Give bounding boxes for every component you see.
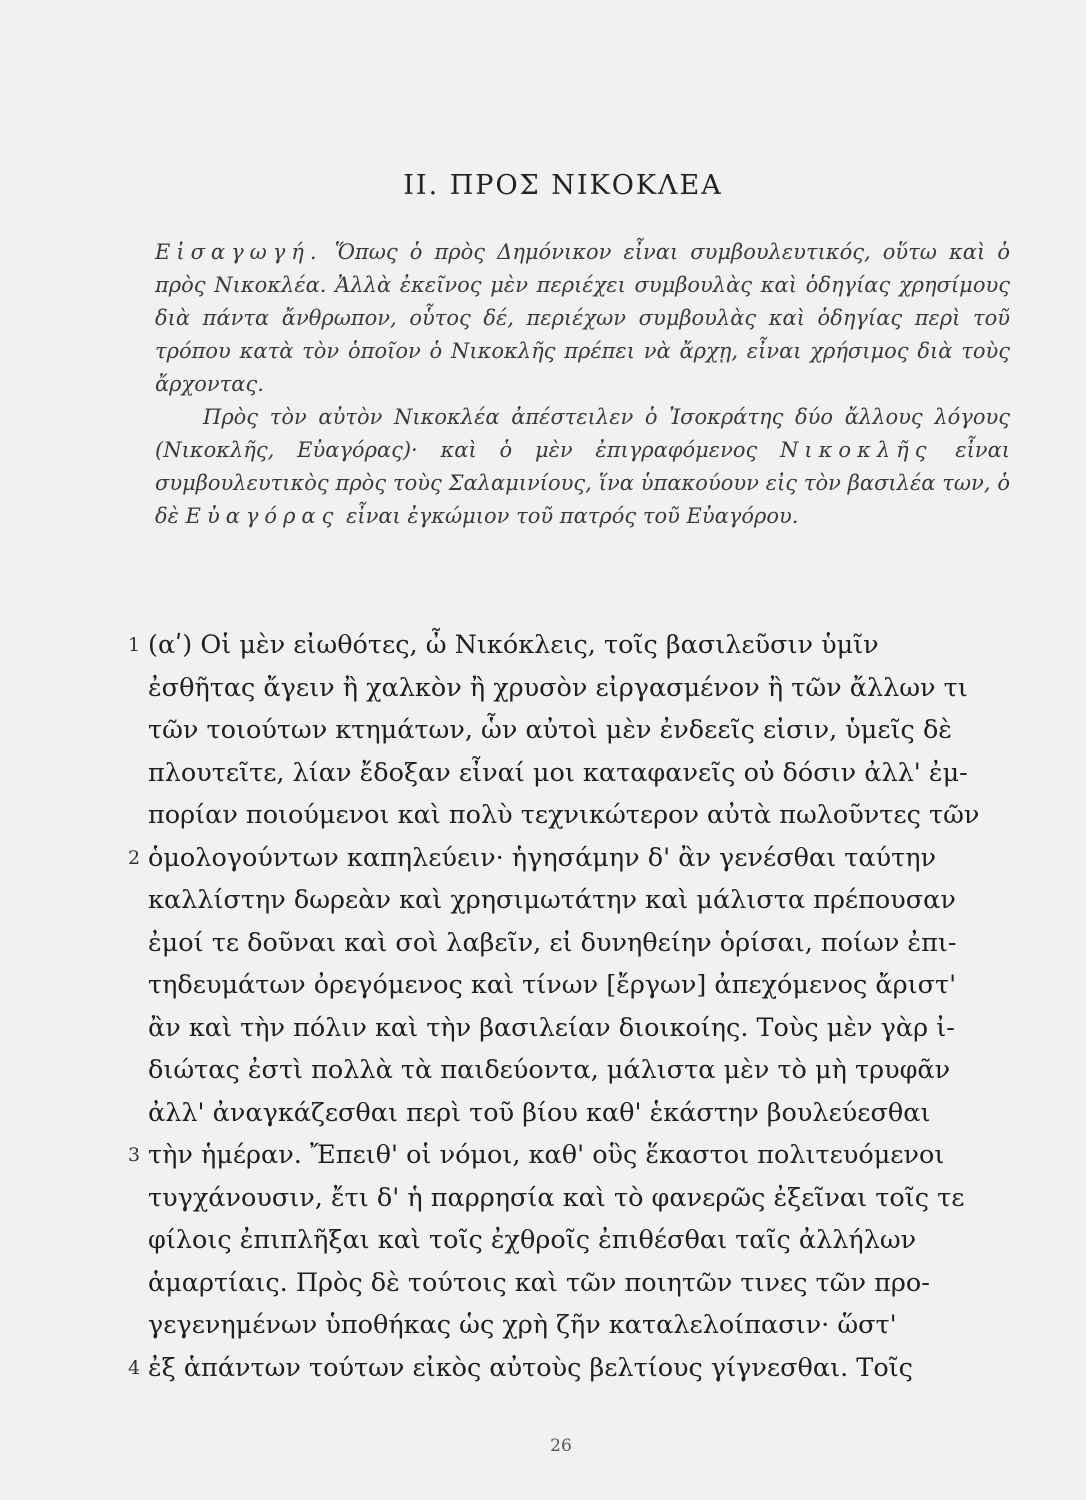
intro-text-2c: εἶναι ἐγκώμιον τοῦ πατρός τοῦ Εὐαγόρου. <box>346 504 799 528</box>
text-line <box>128 837 1003 880</box>
line-text: τηδευμάτων ὀρεγόμενος καὶ τίνων [ἔργων] ἀπεχόμενος ἄριστ' <box>148 970 957 1000</box>
text-line <box>148 964 1003 1007</box>
line-text: τὴν ἡμέραν. Ἔπειθ' οἱ νόμοι, καθ' οὓς ἕκαστοι πολιτευόμενοι <box>148 1140 945 1170</box>
line-text: πορίαν ποιούμενοι καὶ πολὺ τεχνικώτερον αὐτὰ πωλοῦντες τῶν <box>148 800 980 830</box>
introduction <box>155 236 1010 533</box>
line-text: πλουτεῖτε, λίαν ἔδοξαν εἶναί μοι καταφανεῖς οὐ δόσιν ἀλλ' ἐμ- <box>148 757 968 788</box>
intro-paragraph-1 <box>155 236 1010 401</box>
page-number: 26 <box>550 1436 572 1456</box>
line-text: ἐξ ἁπάντων τούτων εἰκὸς αὐτοὺς βελτίους γίγνεσθαι. Τοῖς <box>148 1352 913 1383</box>
text-line <box>148 922 1003 965</box>
text-line <box>148 752 1003 795</box>
text-line <box>148 794 1003 837</box>
text-line <box>128 1134 1003 1177</box>
line-text: ἐμοί τε δοῦναι καὶ σοὶ λαβεῖν, εἰ δυνηθείην ὁρίσαι, ποίων ἐπι- <box>148 927 957 958</box>
line-text: ὁμολογούντων καπηλεύειν· ἡγησάμην δ' ἂν γενέσθαι ταύτην <box>148 842 937 873</box>
line-text: διώτας ἐστὶ πολλὰ τὰ παιδεύοντα, μάλιστα μὲν τὸ μὴ τρυφᾶν <box>148 1055 951 1085</box>
main-text <box>128 624 1003 1389</box>
section-number: 2 <box>128 846 141 869</box>
section-number: 4 <box>128 1356 141 1379</box>
text-line <box>148 1304 1003 1347</box>
line-text: ἀλλ' ἀναγκάζεσθαι περὶ τοῦ βίου καθ' ἑκάστην βουλεύεσθαι <box>148 1097 931 1128</box>
text-line <box>148 1049 1003 1092</box>
intro-text-2b: εἶναι συμβουλευτικὸς πρὸς τοὺς Σαλαμινίους, ἵνα ὑπακούουν εἰς τὸν βασιλέα των, ὁ δὲ <box>155 438 1010 528</box>
line-text: καλλίστην δωρεὰν καὶ χρησιμωτάτην καὶ μάλιστα πρέπουσαν <box>148 885 956 915</box>
line-text: γεγενημένων ὑποθήκας ὡς χρὴ ζῆν καταλελοίπασιν· ὥστ' <box>148 1310 897 1340</box>
text-line <box>148 667 1003 710</box>
line-text: ἐσθῆτας ἄγειν ἢ χαλκὸν ἢ χρυσὸν εἰργασμένον ἢ τῶν ἄλλων τι <box>148 672 968 703</box>
intro-euagoras: Εὐαγόρας <box>185 504 340 528</box>
section-number: 1 <box>128 634 141 656</box>
line-text: ἁμαρτίαις. Πρὸς δὲ τούτοις καὶ τῶν ποιητῶν τινες τῶν προ- <box>148 1267 930 1298</box>
chapter-title: II. ΠΡΟΣ ΝΙΚΟΚΛΕΑ <box>403 170 723 201</box>
text-line <box>148 1219 1003 1262</box>
intro-paragraph-2 <box>155 401 1010 533</box>
text-line <box>148 709 1003 752</box>
line-text: (αʹ) Οἱ μὲν εἰωθότες, ὦ Νικόκλεις, τοῖς βασιλεῦσιν ὑμῖν <box>148 630 879 660</box>
intro-text-1: Ὅπως ὁ πρὸς Δημόνικον εἶναι συμβουλευτικός, οὕτω καὶ ὁ πρὸς Νικοκλέα. Ἀλλὰ ἐκεῖνος μὲν περιέχει συμβουλὰς καὶ ὁδηγίας χρησίμους διὰ πάντα ἄνθρωπον, οὗτος δέ, περιέχων συμβουλὰς καὶ ὁδηγίας περὶ τοῦ τρόπου κατὰ τὸν ὁποῖον ὁ Νικοκλῆς πρέπει νὰ ἄρχῃ, εἶναι χρήσιμος διὰ τοὺς ἄρχοντας. <box>155 240 1010 396</box>
intro-text-2a: Πρὸς τὸν αὐτὸν Νικοκλέα ἀπέστειλεν ὁ Ἰσοκράτης δύο ἄλλους λόγους (Νικοκλῆς, Εὐαγόρας)· καὶ ὁ μὲν ἐπιγραφόμενος <box>155 405 1010 462</box>
line-text: ἂν καὶ τὴν πόλιν καὶ τὴν βασιλείαν διοικοίης. Τοὺς μὲν γὰρ ἰ- <box>148 1012 955 1043</box>
intro-lead: Εἰσαγωγή. <box>155 240 323 264</box>
text-line <box>148 1262 1003 1305</box>
line-text: τυγχάνουσιν, ἔτι δ' ἡ παρρησία καὶ τὸ φανερῶς ἐξεῖναι τοῖς τε <box>148 1182 965 1213</box>
section-number: 3 <box>128 1144 141 1166</box>
text-line <box>128 624 1003 667</box>
text-line <box>148 1177 1003 1220</box>
text-line <box>148 1092 1003 1135</box>
text-line <box>148 879 1003 922</box>
intro-nikokles: Νικοκλῆς <box>780 438 933 462</box>
text-line <box>148 1007 1003 1050</box>
text-line <box>128 1347 1003 1390</box>
line-text: τῶν τοιούτων κτημάτων, ὧν αὐτοὶ μὲν ἐνδεεῖς εἰσιν, ὑμεῖς δὲ <box>148 715 952 745</box>
line-text: φίλοις ἐπιπλῆξαι καὶ τοῖς ἐχθροῖς ἐπιθέσθαι ταῖς ἀλλήλων <box>148 1225 917 1255</box>
